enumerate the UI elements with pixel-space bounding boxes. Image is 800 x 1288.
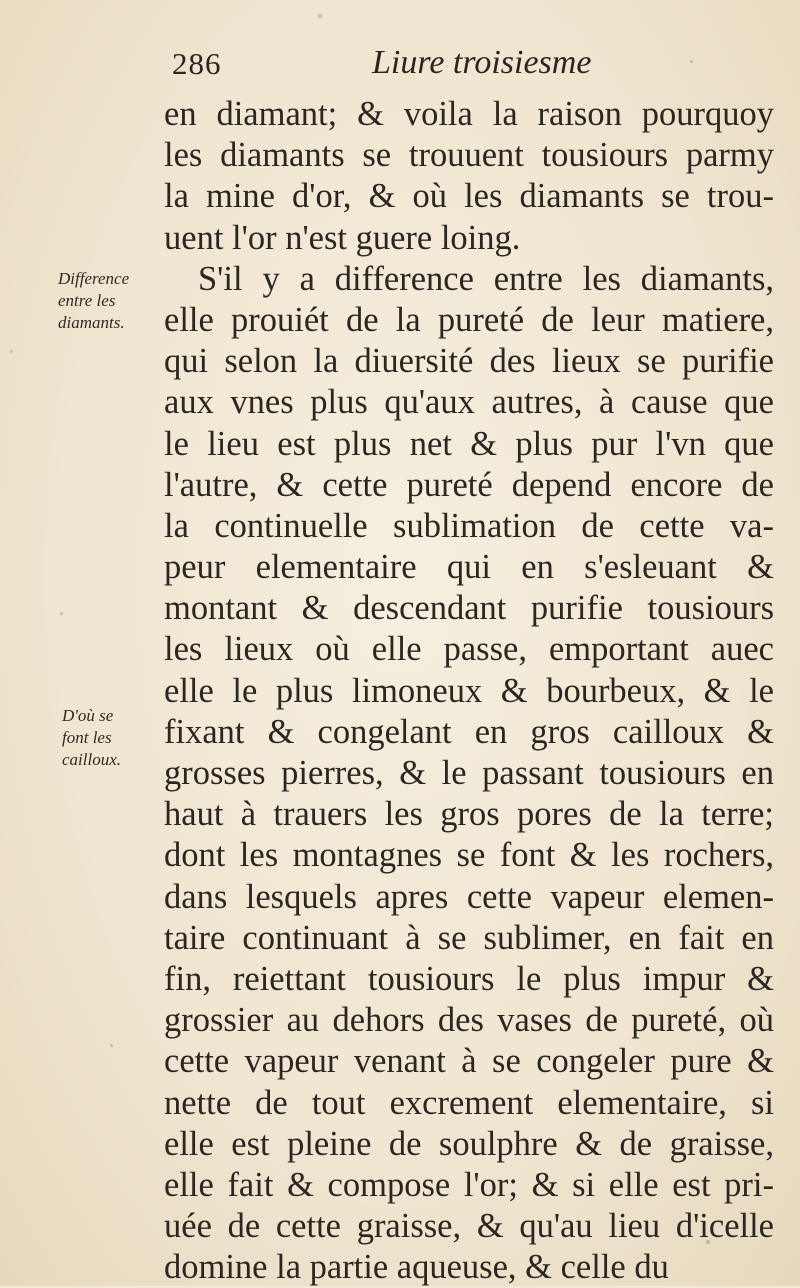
text-line: la continuelle sublimation de cette va- xyxy=(164,506,774,545)
text-line: montant & descendant purifie tousiours xyxy=(164,589,774,628)
paper-speck xyxy=(110,1044,113,1047)
running-title: Liure troisiesme xyxy=(372,44,592,81)
text-line: domine la partie aqueuse, & celle du xyxy=(164,1248,669,1287)
margin-note-line: entre les xyxy=(58,291,116,310)
text-line: grossier au dehors des vases de pureté, où xyxy=(164,1001,774,1040)
page-number: 286 xyxy=(172,46,222,81)
text-line: peur elementaire qui en s'esleuant & xyxy=(164,548,774,587)
margin-note-line: diamants. xyxy=(58,313,125,332)
text-line: grosses pierres, & le passant tousiours en xyxy=(164,754,774,792)
paper-speck xyxy=(318,14,322,18)
running-head xyxy=(168,44,768,90)
margin-note-line: cailloux. xyxy=(62,750,122,769)
text-line: dont les montagnes se font & les rochers, xyxy=(164,836,774,875)
text-line: l'autre, & cette pureté depend encore de xyxy=(164,465,774,504)
paper-speck xyxy=(60,612,63,615)
text-line: fin, reiettant tousiours le plus impur & xyxy=(164,959,774,998)
margin-note-line: Difference xyxy=(58,269,130,288)
text-line: uée de cette graisse, & qu'au lieu d'icelle xyxy=(164,1207,774,1246)
margin-note-cailloux xyxy=(62,705,172,771)
paper-speck xyxy=(706,1240,710,1244)
text-line: elle prouiét de la pureté de leur matiere, xyxy=(164,300,774,339)
margin-note-line: D'où se xyxy=(62,706,114,725)
text-line: la mine d'or, & où les diamants se trou- xyxy=(164,177,774,216)
text-line: S'il y a difference entre les diamants, xyxy=(198,259,774,298)
text-line: elle le plus limoneux & bourbeux, & le xyxy=(164,671,774,710)
text-line: aux vnes plus qu'aux autres, à cause que xyxy=(164,383,774,422)
text-line: qui selon la diuersité des lieux se purifie xyxy=(164,342,774,381)
text-line: dans lesquels apres cette vapeur elemen- xyxy=(164,877,774,916)
body-text xyxy=(164,94,774,1288)
text-line: fixant & congelant en gros cailloux & xyxy=(164,712,774,751)
text-line: le lieu est plus net & plus pur l'vn que xyxy=(164,424,774,463)
text-line: taire continuant à se sublimer, en fait en xyxy=(164,918,774,957)
text-line: cette vapeur venant à se congeler pure & xyxy=(164,1042,774,1081)
text-line: nette de tout excrement elementaire, si xyxy=(164,1083,774,1122)
paper-speck xyxy=(10,350,13,353)
text-line: en diamant; & voila la raison pourquoy xyxy=(164,95,774,133)
text-line: elle est pleine de soulphre & de graisse, xyxy=(164,1124,774,1163)
text-line: haut à trauers les gros pores de la terre; xyxy=(164,795,774,834)
text-line: elle fait & compose l'or; & si elle est pri- xyxy=(164,1165,774,1204)
text-line: uent l'or n'est guere loing. xyxy=(164,218,521,257)
text-line: les diamants se trouuent tousiours parmy xyxy=(164,136,774,175)
text-line: les lieux où elle passe, emportant auec xyxy=(164,630,774,669)
margin-note-line: font les xyxy=(62,728,112,747)
margin-note-difference xyxy=(58,268,168,334)
paper-speck xyxy=(690,60,693,63)
